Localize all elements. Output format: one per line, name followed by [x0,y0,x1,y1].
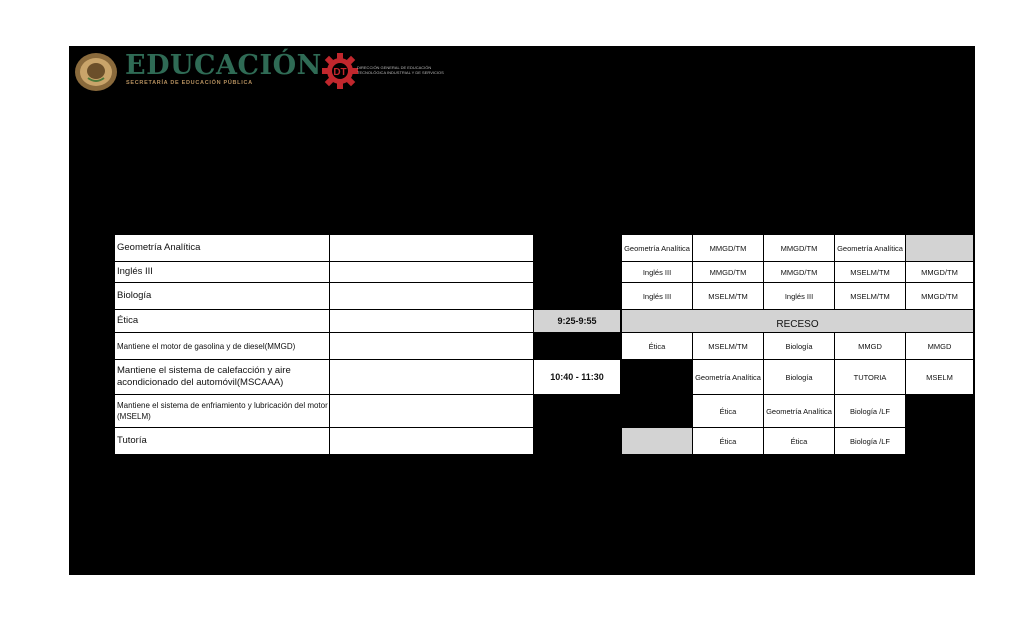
agency-line-2: TECNOLÓGICA INDUSTRIAL Y DE SERVICIOS [357,70,444,75]
schedule-cell: MMGD/TM [693,235,763,261]
subject-cell: Ética [115,310,329,332]
blank-cell [330,428,533,454]
blank-cell [330,360,533,394]
schedule-cell: MSELM/TM [693,283,763,309]
gear-logo-icon [321,52,359,90]
schedule-cell: Inglés III [622,262,692,282]
empty-gray-cell [622,428,692,454]
brand-subtitle: SECRETARÍA DE EDUCACIÓN PÚBLICA [126,80,253,86]
schedule-cell: Inglés III [622,283,692,309]
schedule-cell: Ética [693,395,763,427]
schedule-cell: Geometría Analítica [764,395,834,427]
agency-line-1: DIRECCIÓN GENERAL DE EDUCACIÓN [357,65,432,70]
schedule-cell: MMGD [835,333,905,359]
time-block-cell: 10:40 - 11:30 [534,360,620,394]
blank-cell [330,310,533,332]
schedule-cell: Biología /LF [835,428,905,454]
subject-cell: Biología [115,283,329,309]
schedule-cell: Geometría Analítica [693,360,763,394]
svg-text:DT: DT [333,67,347,78]
schedule-cell: Geometría Analítica [835,235,905,261]
blank-cell [330,333,533,359]
subject-cell: Mantiene el motor de gasolina y de diesel(MMGD) [115,333,329,359]
subject-cell: Geometría Analítica [115,235,329,261]
schedule-cell: MMGD/TM [693,262,763,282]
schedule-cell: MMGD/TM [906,283,973,309]
subject-cell: Tutoría [115,428,329,454]
schedule-cell: Ética [764,428,834,454]
schedule-cell: MMGD/TM [764,235,834,261]
subject-cell: Inglés III [115,262,329,282]
schedule-cell: MMGD/TM [764,262,834,282]
blank-cell [330,235,533,261]
schedule-cell: Biología /LF [835,395,905,427]
break-time-cell: 9:25-9:55 [534,310,620,332]
national-seal-icon [74,52,118,92]
schedule-cell: Ética [693,428,763,454]
agency-name [357,65,444,75]
schedule-cell: Inglés III [764,283,834,309]
schedule-cell: Geometría Analítica [622,235,692,261]
receso-band: RECESO [622,310,973,332]
schedule-cell: MSELM/TM [835,262,905,282]
schedule-cell: MMGD/TM [906,262,973,282]
brand-title: EDUCACIÓN [125,50,322,81]
schedule-cell: TUTORIA [835,360,905,394]
schedule-cell: Biología [764,333,834,359]
schedule-cell: MMGD [906,333,973,359]
schedule-cell: Ética [622,333,692,359]
schedule-cell: MSELM [906,360,973,394]
subject-cell: Mantiene el sistema de calefacción y aire acondicionado del automóvil(MSCAAA) [115,360,329,394]
subject-cell: Mantiene el sistema de enfriamiento y lubricación del motor (MSELM) [115,395,329,427]
schedule-cell: MSELM/TM [835,283,905,309]
schedule-cell: MSELM/TM [693,333,763,359]
blank-cell [330,262,533,282]
schedule-cell: Biología [764,360,834,394]
empty-gray-cell [906,235,973,261]
blank-cell [330,395,533,427]
blank-cell [330,283,533,309]
